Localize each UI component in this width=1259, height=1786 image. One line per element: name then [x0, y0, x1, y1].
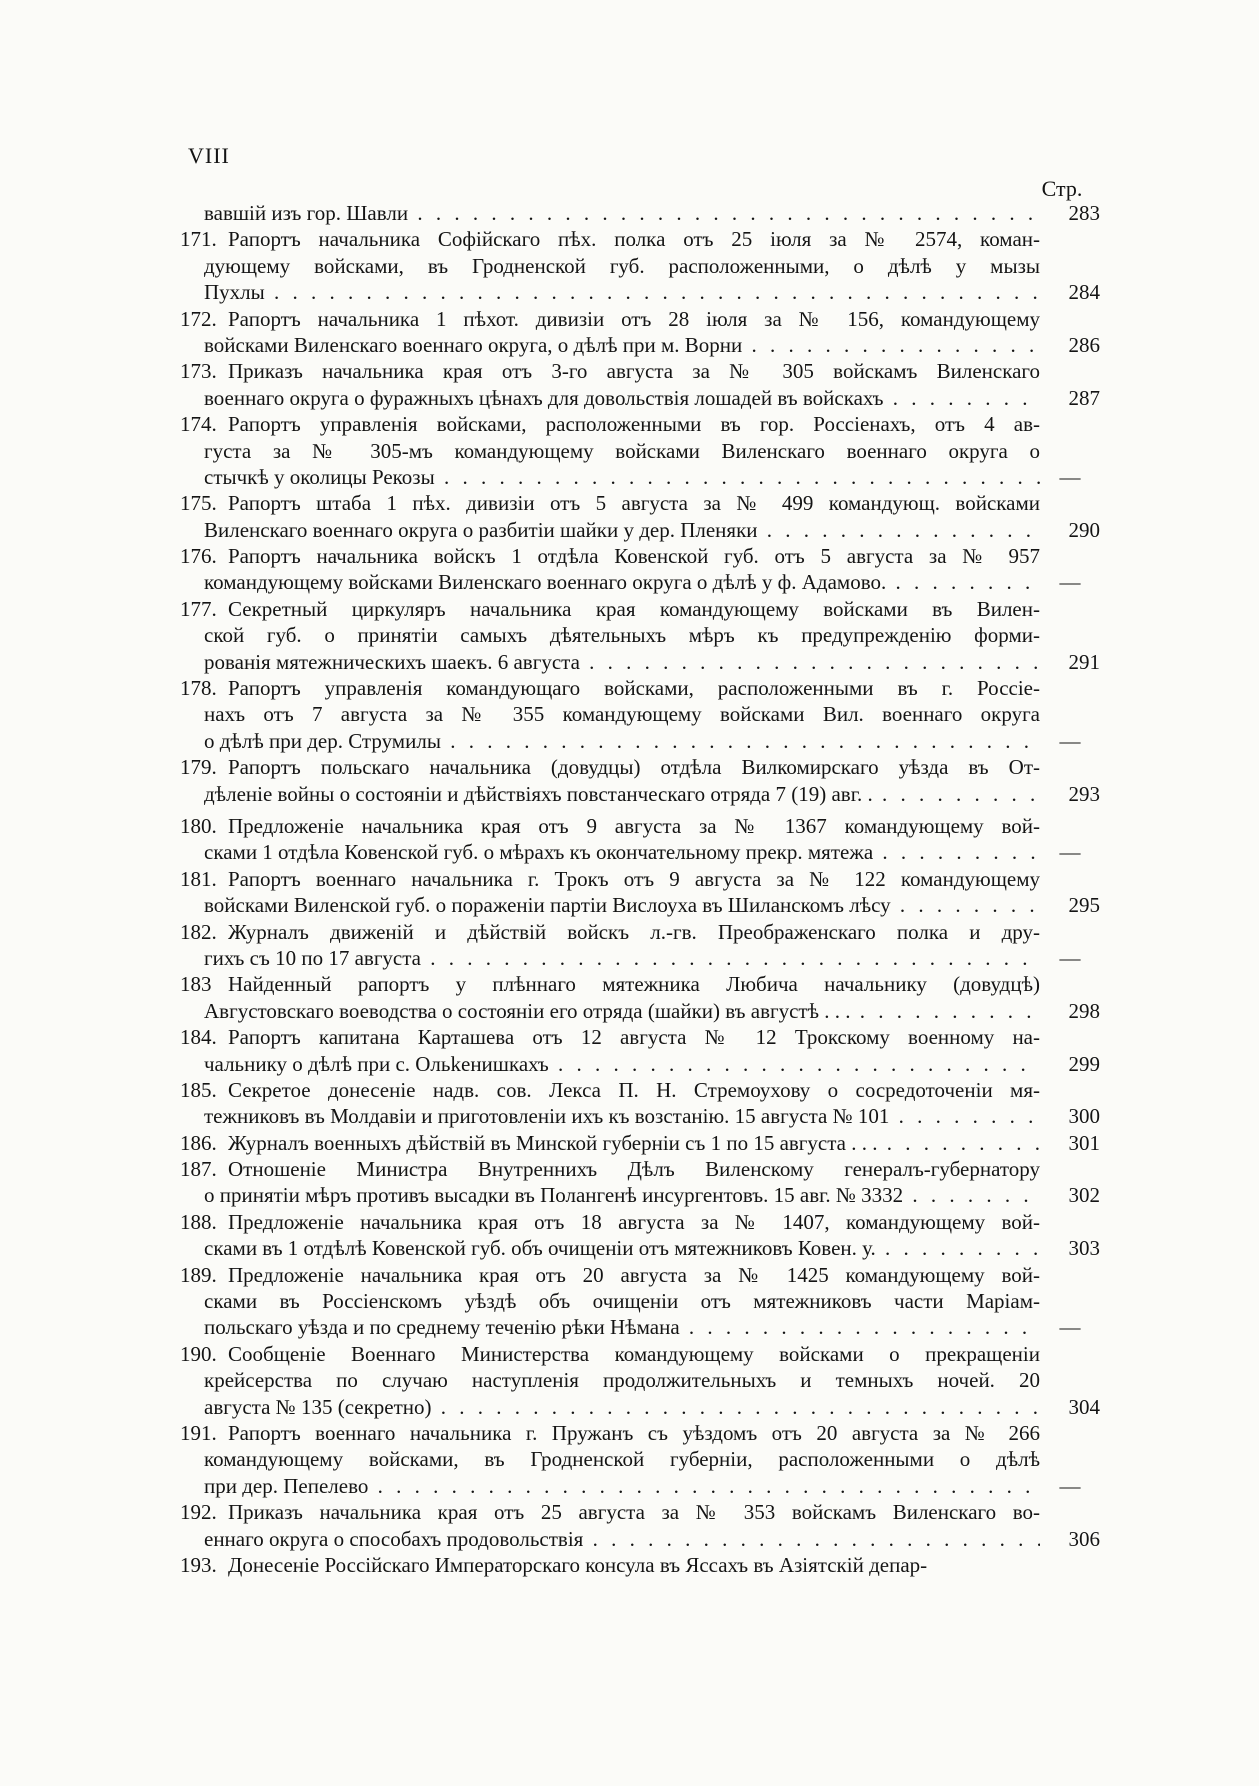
page-folio: VIII — [188, 143, 230, 168]
toc-entry-line — [180, 490, 1040, 516]
toc-entry-text: Рапортъ польскаго начальника (довудцы) отдѣла Вилкомирскаго уѣзда въ От- — [228, 755, 1040, 780]
toc-entry — [180, 1077, 1100, 1130]
toc-entry — [180, 971, 1100, 1024]
toc-entry-line — [180, 866, 1040, 892]
toc-entry-page: — — [1059, 464, 1081, 489]
toc-entry-page: — — [1059, 728, 1081, 753]
toc-entry-page: 283 — [1068, 201, 1100, 225]
toc-entry-text: Предложеніе начальника края отъ 18 августа за № 1407, командующему вой- — [228, 1209, 1040, 1234]
toc-entry-page: 287 — [1068, 385, 1100, 410]
toc-entry-text: крейсерства по случаю наступленія продолжительныхъ и темныхъ ночей. 20 — [204, 1368, 1040, 1393]
toc-entry-number: 193. — [180, 1552, 217, 1577]
toc-entry-number: 180. — [180, 813, 217, 838]
toc-entry-text: Приказъ начальника края отъ 3-го августа за № 305 войскамъ Виленскаго — [228, 359, 1040, 384]
toc-entry-line — [180, 1552, 1040, 1578]
toc-entry-text: командующему войсками Виленскаго военнаго округа о дѣлѣ у ф. Адамово. . . . — [204, 569, 1040, 595]
toc-entry-text: ской губ. о принятіи самыхъ дѣятельныхъ мѣръ къ предупрежденію форми- — [204, 623, 1040, 648]
toc-entry-number: 174. — [180, 412, 217, 437]
toc-entry-number: 181. — [180, 866, 217, 891]
toc-entry-line — [180, 1288, 1040, 1314]
toc-entry-line — [180, 464, 1081, 490]
toc-entry-number: 187. — [180, 1157, 217, 1182]
toc-entry-text: Рапортъ военнаго начальника г. Пружанъ съ уѣздомъ отъ 20 августа за № 266 — [228, 1420, 1040, 1445]
toc-entry — [180, 1209, 1100, 1262]
toc-entry-text: Рапортъ военнаго начальника г. Трокъ отъ 9 августа за № 122 командующему — [228, 866, 1040, 891]
toc-entry-text: Журналъ военныхъ дѣйствій въ Минской губерніи съ 1 по 15 августа . . . . . . — [228, 1130, 1040, 1156]
toc-entry-text: Августовскаго воеводства о состояніи его отряда (шайки) въ августѣ . . . . . . — [204, 998, 1040, 1024]
toc-entry-line — [180, 754, 1040, 780]
toc-entry-page: 298 — [1068, 998, 1100, 1023]
toc-entry-line — [180, 1341, 1040, 1367]
toc-entry-text: Отношеніе Министра Внутреннихъ Дѣлъ Виленскому генералъ-губернатору — [228, 1157, 1040, 1182]
toc-entry-text: о дѣлѣ при дер. Струмилы . . . — [204, 728, 1040, 754]
toc-entry-text: рованія мятежническихъ шаекъ. 6 августа . . . — [204, 649, 1040, 675]
toc-entry-line — [180, 569, 1081, 595]
toc-entry-page: 293 — [1068, 781, 1100, 806]
toc-entry-line — [180, 596, 1040, 622]
toc-entry-line — [180, 1314, 1081, 1340]
toc-entry — [180, 866, 1100, 919]
toc-entry-page: 300 — [1068, 1104, 1100, 1129]
toc-entry-number: 178. — [180, 676, 217, 701]
toc-entry-line — [180, 781, 1100, 807]
toc-entry-line — [180, 517, 1100, 543]
toc-entry-text: Донесеніе Россійскаго Императорскаго консула въ Яссахъ въ Азіятскій депар- — [228, 1552, 928, 1577]
toc-entry — [180, 200, 1100, 226]
toc-entry-text: командующему войсками, въ Гродненской губерніи, расположенными о дѣлѣ — [204, 1447, 1040, 1472]
toc-entry-line — [180, 1051, 1100, 1077]
toc-entry-line — [180, 1077, 1040, 1103]
toc-entry-text: сками 1 отдѣла Ковенской губ. о мѣрахъ къ окончательному прекр. мятежа . . . — [204, 839, 1040, 865]
toc-entry — [180, 226, 1100, 305]
toc-entry-text: тежниковъ въ Молдавіи и приготовленіи ихъ къ возстанію. 15 августа № 101 . . . — [204, 1103, 1040, 1129]
toc-entry-number: 186. — [180, 1130, 217, 1155]
toc-entry-text: нахъ отъ 7 августа за № 355 командующему войсками Вил. военнаго округа — [204, 702, 1040, 727]
toc-entry-line — [180, 226, 1040, 252]
toc-entry-line — [180, 701, 1040, 727]
toc-entry-number: 177. — [180, 596, 217, 621]
toc-entry-page: — — [1059, 1473, 1081, 1498]
toc-entry-text: при дер. Пепелево . . . — [204, 1473, 1040, 1499]
toc-entry-page: 286 — [1068, 332, 1100, 357]
toc-entry — [180, 675, 1100, 754]
toc-entry — [180, 306, 1100, 359]
toc-entry-page: 299 — [1068, 1051, 1100, 1076]
toc-entry-line — [180, 1420, 1040, 1446]
toc-entry-number: 175. — [180, 491, 217, 516]
toc-entry — [180, 411, 1100, 490]
toc-entry-text: густа за № 305-мъ командующему войсками Виленскаго военнаго округа о — [204, 438, 1040, 463]
toc-entry-text: чальнику о дѣлѣ при с. Ольkенишкахъ . . . — [204, 1051, 1040, 1077]
toc-entry — [180, 1024, 1100, 1077]
toc-entry-page: — — [1059, 1315, 1081, 1340]
toc-entry-page: 291 — [1068, 649, 1100, 674]
toc-entry-line — [180, 1209, 1040, 1235]
toc-entry — [180, 1262, 1100, 1341]
toc-entry-page: — — [1059, 945, 1081, 970]
toc-entry-number: 183 — [180, 972, 212, 997]
toc-entry — [180, 1156, 1100, 1209]
toc-entry-line — [180, 1394, 1100, 1420]
toc-entry-line — [180, 622, 1040, 648]
toc-entry-line — [180, 1156, 1040, 1182]
toc-entry-text: войсками Виленской губ. о пораженіи партіи Вислоуха въ Шиланскомъ лѣсу . . . — [204, 892, 1040, 918]
toc-entry-text: Секретое донесеніе надв. сов. Лекса П. Н. Стремоухову о сосредоточеніи мя- — [228, 1077, 1040, 1102]
toc-entry-text: Приказъ начальника края отъ 25 августа за № 353 войскамъ Виленскаго во- — [228, 1500, 1040, 1525]
toc-entry-line — [180, 998, 1100, 1024]
toc-entry-text: польскаго уѣзда и по среднему теченію рѣки Нѣмана . . . — [204, 1314, 1040, 1340]
toc-entry-line — [180, 1235, 1100, 1261]
toc-entry-text: вавшій изъ гор. Шавли . . . — [204, 200, 1040, 226]
toc-entry-text: Рапортъ штаба 1 пѣх. дивизіи отъ 5 августа за № 499 командующ. войсками — [228, 491, 1040, 516]
toc-entry-text: Рапортъ начальника 1 пѣхот. дивизіи отъ 28 іюля за № 156, командующему — [228, 306, 1040, 331]
toc-entry — [180, 1552, 1100, 1578]
toc-entry — [180, 490, 1100, 543]
toc-entry-text: дующему войсками, въ Гродненской губ. расположенными, о дѣлѣ у мызы — [204, 253, 1040, 278]
toc-entry-page: 301 — [1068, 1130, 1100, 1155]
toc-entry-text: августа № 135 (секретно) . . . — [204, 1394, 1040, 1420]
toc-entry-text: Секретный циркуляръ начальника края командующему войсками въ Вилен- — [228, 596, 1040, 621]
toc-entry-line — [180, 1499, 1040, 1525]
toc-entry-number: 172. — [180, 306, 217, 331]
toc-entry-number: 182. — [180, 919, 217, 944]
toc-entry-line — [180, 1473, 1081, 1499]
toc-entry-number: 190. — [180, 1341, 217, 1366]
toc-entry-page: 295 — [1068, 893, 1100, 918]
toc-entry-line — [180, 1262, 1040, 1288]
toc-entry-line — [180, 253, 1040, 279]
toc-entry-text: гихъ съ 10 по 17 августа . . . — [204, 945, 1040, 971]
toc-entry-page: 303 — [1068, 1236, 1100, 1261]
toc-entry-line — [180, 919, 1040, 945]
toc-entry-text: сками въ Россіенскомъ уѣздѣ объ очищеніи отъ мятежниковъ части Маріам- — [204, 1289, 1040, 1314]
toc-entry-text: Пухлы . . . — [204, 279, 1040, 305]
toc-entry-line — [180, 1526, 1100, 1552]
toc-entry-line — [180, 279, 1100, 305]
toc-entry-number: 188. — [180, 1209, 217, 1234]
toc-entry-line — [180, 649, 1100, 675]
toc-entry-page: — — [1059, 840, 1081, 865]
toc-entry-text: Найденный рапортъ у плѣннаго мятежника Любича начальнику (довудцѣ) — [228, 972, 1040, 997]
toc-entry-number: 171. — [180, 227, 217, 252]
toc-entry-page: 304 — [1068, 1394, 1100, 1419]
toc-entry — [180, 1341, 1100, 1420]
toc-entry-text: стычкѣ у околицы Рекозы . . . — [204, 464, 1040, 490]
toc-entry-text: о принятіи мѣръ противъ высадки въ Полангенѣ инсургентовъ. 15 авг. № 3332 . . . — [204, 1182, 1040, 1208]
toc-entry-text: военнаго округа о фуражныхъ цѣнахъ для довольствія лошадей въ войскахъ . . . — [204, 385, 1040, 411]
toc-entry-line — [180, 675, 1040, 701]
toc-entry-line — [180, 971, 1040, 997]
toc-entry-line — [180, 728, 1081, 754]
toc-entry-line — [180, 839, 1081, 865]
toc-entry-number: 189. — [180, 1262, 217, 1287]
toc-entry-line — [180, 813, 1040, 839]
toc-entry-line — [180, 411, 1040, 437]
toc-entry-number: 176. — [180, 544, 217, 569]
toc-entry-line — [180, 306, 1040, 332]
toc-entry-text: Рапортъ капитана Карташева отъ 12 августа № 12 Трокскому военному на- — [228, 1025, 1040, 1050]
toc-entry-line — [180, 892, 1100, 918]
toc-entry-text: дѣленіе войны о состояніи и дѣйствіяхъ повстанческаго отряда 7 (19) авг. . . . . — [204, 781, 1040, 807]
toc-entry-number: 192. — [180, 1500, 217, 1525]
toc-entry-page: 302 — [1068, 1183, 1100, 1208]
toc-entry — [180, 1420, 1100, 1499]
toc-entry-text: войсками Виленскаго военнаго округа, о дѣлѣ при м. Ворни . . . — [204, 332, 1040, 358]
toc-entry-text: Предложеніе начальника края отъ 20 августа за № 1425 командующему вой- — [228, 1262, 1040, 1287]
toc-entry-line — [180, 358, 1040, 384]
toc-entry-line — [180, 543, 1040, 569]
toc-entry-line — [180, 1367, 1040, 1393]
toc-entry-text: Журналъ движеній и дѣйствій войскъ л.-гв. Преображенскаго полка и дру- — [228, 919, 1040, 944]
toc-entry-line — [180, 1446, 1040, 1472]
toc-entry-text: Рапортъ начальника Софійскаго пѣх. полка отъ 25 іюля за № 2574, коман- — [228, 227, 1040, 252]
toc-entry-line — [180, 1103, 1100, 1129]
toc-entry-number: 184. — [180, 1025, 217, 1050]
toc-entry-line — [180, 332, 1100, 358]
toc-entry-line — [180, 200, 1100, 226]
toc-entry-page: 306 — [1068, 1526, 1100, 1551]
toc-entry — [180, 596, 1100, 675]
toc-entry-number: 191. — [180, 1420, 217, 1445]
toc-entry-text: Рапортъ начальника войскъ 1 отдѣла Ковенской губ. отъ 5 августа за № 957 — [228, 544, 1040, 569]
toc-entry — [180, 919, 1100, 972]
table-of-contents — [180, 200, 1100, 1578]
toc-entry-text: еннаго округа о способахъ продовольствія . . . — [204, 1526, 1040, 1552]
toc-entry — [180, 1499, 1100, 1552]
toc-entry-text: Сообщеніе Военнаго Министерства командующему войсками о прекращеніи — [228, 1341, 1040, 1366]
toc-entry-line — [180, 385, 1100, 411]
toc-entry-number: 185. — [180, 1077, 217, 1102]
page-column-header: Стр. — [1041, 176, 1083, 201]
toc-entry-line — [180, 438, 1040, 464]
toc-entry — [180, 813, 1100, 866]
toc-entry-line — [180, 945, 1081, 971]
toc-entry — [180, 1130, 1100, 1156]
toc-entry-line — [180, 1182, 1100, 1208]
toc-entry-text: Виленскаго военнаго округа о разбитіи шайки у дер. Пленяки . . . — [204, 517, 1040, 543]
toc-entry-page: 284 — [1068, 280, 1100, 305]
toc-entry-line — [180, 1024, 1040, 1050]
toc-entry-number: 173. — [180, 359, 217, 384]
toc-entry — [180, 358, 1100, 411]
toc-entry-text: Рапортъ управленія командующаго войсками, расположенными въ г. Россіе- — [228, 676, 1040, 701]
toc-entry-text: сками въ 1 отдѣлѣ Ковенской губ. объ очищеніи отъ мятежниковъ Ковен. у. . . . — [204, 1235, 1040, 1261]
toc-entry-page: 290 — [1068, 517, 1100, 542]
toc-entry-text: Рапортъ управленія войсками, расположенными въ гор. Россіенахъ, отъ 4 ав- — [228, 412, 1040, 437]
toc-entry-text: Предложеніе начальника края отъ 9 августа за № 1367 командующему вой- — [228, 813, 1040, 838]
toc-entry-page: — — [1059, 570, 1081, 595]
toc-entry-number: 179. — [180, 755, 217, 780]
toc-entry-line — [180, 1130, 1100, 1156]
toc-entry — [180, 543, 1100, 596]
toc-entry — [180, 754, 1100, 807]
